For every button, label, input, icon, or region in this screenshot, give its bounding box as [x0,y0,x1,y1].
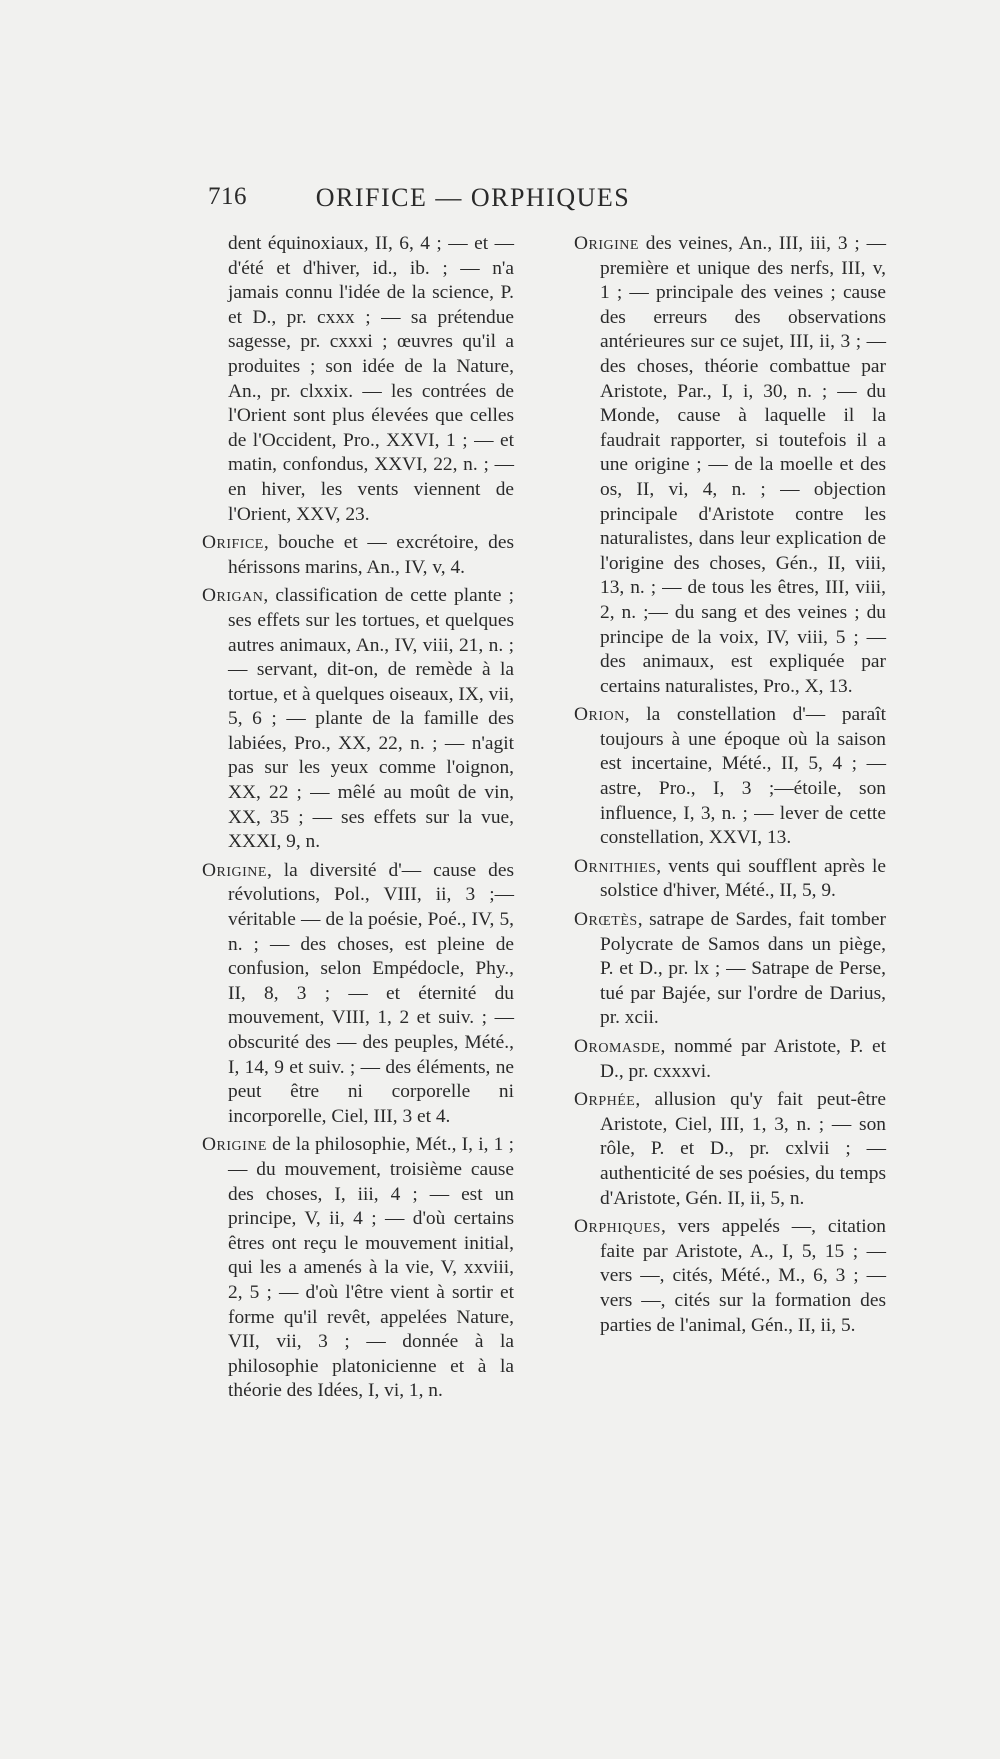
entry-headword: Origan [202,585,264,607]
index-entry [574,703,886,851]
index-entry [202,232,514,527]
entry-headword: Orphée [574,1089,636,1111]
entry-text: des veines, An., III, iii, 3 ; — première et unique des nerfs, III, v, 1 ; — principale des veines ; cause des erreurs des observations antérieures sur ce sujet, III, ii, 3 ; — des choses, théorie combattue par Aristote, Par., I, i, 30, n. ; — du Monde, cause à laquelle il la faudrait rapporter, si toutefois il a une origine ; — de la moelle et des os, II, vi, 4, n. ; — objection principale d'Aristote contre les naturalistes, dans leur explication de l'origine des choses, Gén., II, viii, 13, n. ; — de tous les êtres, III, viii, 2, n. ;— du sang et des veines ; du principe de la voix, IV, viii, 5 ; — des animaux, est expliquée par certains naturalistes, Pro., X, 13. [600,233,886,697]
entry-headword: Origine [574,233,639,254]
entry-text: dent équinoxiaux, II, 6, 4 ; — et — d'été et d'hiver, id., ib. ; — n'a jamais connu l'idée de la science, P. et D., pr. cxxx ; — sa prétendue sagesse, pr. cxxxi ; œuvres qu'il a produites ; son idée de la Nature, An., pr. clxxix. — les contrées de l'Orient sont plus élevées que celles de l'Occident, Pro., XXVI, 1 ; — et matin, confondus, XXVI, 22, n. ; — en hiver, les vents viennent de l'Orient, XXV, 23. [228,233,514,525]
index-entry [574,855,886,904]
index-entry [574,908,886,1031]
index-entry [202,1133,514,1404]
entry-text: de la philosophie, Mét., I, i, 1 ; — du mouvement, troisième cause des choses, I, iii, 4 ; — est un principe, V, ii, 4 ; — d'où certains êtres ont reçu le mouvement initial, qui les a amenés à la vie, V, xxviii, 2, 5 ; — d'où l'être vient à sortir et forme qu'il revêt, appelées Nature, VII, vii, 3 ; — donnée à la philosophie platonicienne et à la théorie des Idées, I, vi, 1, n. [228,1134,514,1402]
entry-text: , allusion qu'y fait peut-être Aristote, Ciel, III, 1, 3, n. ; — son rôle, P. et D., pr. cxlvii ; — authenticité de ses poésies, du temps d'Aristote, Gén. II, ii, 5, n. [600,1089,886,1209]
index-entry [574,1088,886,1211]
entry-headword: Ornithies [574,855,657,877]
index-entry [574,1215,886,1338]
running-head: ORIFICE — ORPHIQUES [315,183,631,212]
index-entry [202,531,514,580]
left-column [202,232,514,1404]
page-header [208,183,708,217]
entry-text: , classification de cette plante ; ses effets sur les tortues, et quelques autres animaux, An., IV, viii, 21, n. ; — servant, dit-on, de remède à la tortue, et à quelques oiseaux, IX, vii, 5, 6 ; — plante de la famille des labiées, Pro., XX, 22, n. ; — n'agit pas sur les yeux comme l'oignon, XX, 22 ; — mêlé au moût de vin, XX, 35 ; — ses effets sur la vue, XXXI, 9, n. [228,585,514,853]
entry-headword: Orphiques [574,1216,661,1238]
index-entry [574,1035,886,1084]
entry-text: , la diversité d'— cause des révolutions, Pol., VIII, ii, 3 ;— véritable — de la poésie, Poé., IV, 5, n. ; — des choses, est pleine de confusion, selon Empédocle, Phy., II, 8, 3 ; — et éternité du mouvement, VIII, 1, 2 et suiv. ; — obscurité des — des peuples, Mété., I, 14, 9 et suiv. ; — des éléments, ne peut être ni corporelle ni incorporelle, Ciel, III, 3 et 4. [228,859,514,1127]
entry-headword: Oromasde [574,1036,661,1057]
entry-text: , satrape de Sardes, fait tomber Polycrate de Samos dans un piège, P. et D., pr. lx ; — Satrape de Perse, tué par Bajée, sur l'ordre de Darius, pr. xcii. [600,909,886,1029]
entry-text: , bouche et — excrétoire, des hérissons marins, An., IV, v, 4. [228,532,514,578]
entry-headword: Orion [574,704,625,726]
entry-headword: Origine [202,1134,267,1156]
index-entry [574,232,886,699]
page-number: 716 [208,183,247,210]
right-column [574,232,886,1338]
entry-headword: Orœtès [574,909,638,931]
entry-text: , vents qui soufflent après le solstice d'hiver, Mété., II, 5, 9. [600,855,886,902]
entry-text: , la constellation d'— paraît toujours à une époque où la saison est incertaine, Mété., II, 5, 4 ; — astre, Pro., I, 3 ;—étoile, son influence, I, 3, n. ; — lever de cette constellation, XXVI, 13. [600,704,886,849]
entry-headword: Orifice [202,532,264,554]
entry-text: , nommé par Aristote, P. et D., pr. cxxxvi. [600,1036,886,1082]
entry-text: , vers appelés —, citation faite par Aristote, A., I, 5, 15 ; — vers —, cités, Mété., M., 6, 3 ; — vers —, cités sur la formation des parties de l'animal, Gén., II, ii, 5. [600,1216,886,1336]
index-entry [202,859,514,1130]
index-entry [202,584,514,855]
entry-headword: Origine [202,859,267,881]
